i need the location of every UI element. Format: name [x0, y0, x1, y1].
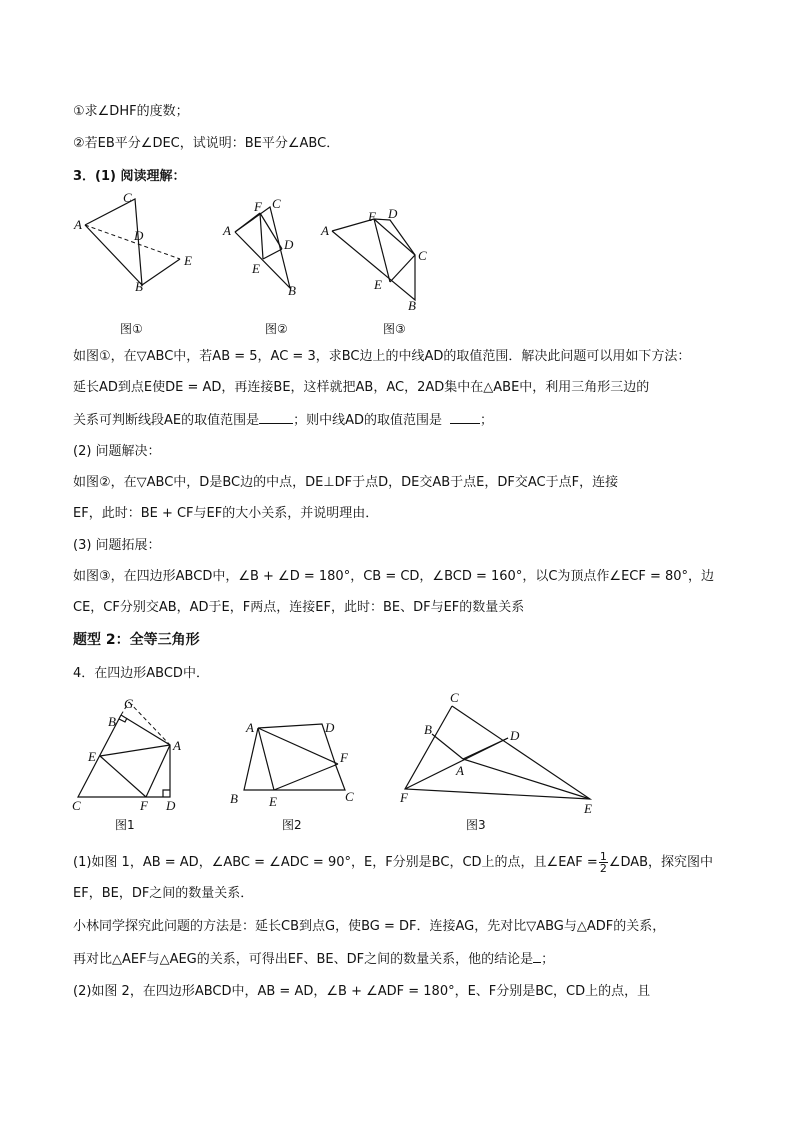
part-1-paragraph-2: 延长AD到点E使DE = AD，再连接BE，这样就把AB，AC，2AD集中在△ABE中，利用三角形三边的 [73, 380, 650, 395]
question-2-part-2: ②若EB平分∠DEC，试说明：BE平分∠ABC． [73, 136, 340, 151]
svg-text:C: C [450, 690, 459, 705]
svg-text:A: A [246, 720, 254, 735]
question-4-heading: 4．在四边形ABCD中． [73, 666, 209, 681]
part-3-heading: (3) 问题拓展： [73, 538, 161, 553]
figure-3-triangle [399, 690, 592, 832]
svg-text:B: B [408, 298, 416, 313]
svg-text:C: C [123, 190, 132, 205]
answer-blank-ad[interactable] [450, 411, 480, 424]
svg-text:F: F [400, 790, 408, 805]
svg-text:C: C [72, 798, 81, 813]
part-1-paragraph-3: 关系可判断线段AE的取值范围是 ；则中线AD的取值范围是 ； [73, 413, 494, 428]
type-2-heading: 题型 2：全等三角形 [73, 632, 200, 648]
svg-text:A: A [223, 223, 231, 238]
figure-2-triangle [222, 196, 296, 336]
answer-blank-conclusion[interactable] [533, 950, 541, 963]
svg-text:D: D [388, 206, 398, 221]
svg-text:B: B [288, 283, 296, 298]
figure-2-caption: 图② [265, 322, 288, 336]
svg-text:E: E [269, 794, 277, 809]
question-3-heading: 3．(1) 阅读理解： [73, 169, 186, 184]
svg-text:E: E [584, 801, 592, 816]
svg-text:E: E [184, 253, 192, 268]
figure-1-quadrilateral [72, 696, 181, 832]
figure-3-caption: 图③ [383, 322, 406, 336]
figure-1-triangle [73, 190, 192, 336]
question-4-part-2-line-1: (2)如图 2，在四边形ABCD中，AB = AD，∠B + ∠ADF = 180°，E、F分别是BC，CD上的点，且 [73, 984, 651, 999]
fraction-one-half: $\frac{1}{2}$ [599, 850, 607, 875]
part-2-paragraph-1: 如图②，在▽ABC中，D是BC边的中点，DE⊥DF于点D，DE交AB于点E，DF交AC于点F，连接 [73, 475, 619, 490]
question-4-part-1-line-1: (1)如图 1，AB = AD，∠ABC = ∠ADC = 90°，E，F分别是BC，CD上的点，且∠EAF = $\frac{1}{2}$ ∠DAB，探究图中 [73, 850, 714, 875]
part-2-heading: (2) 问题解决： [73, 444, 161, 459]
svg-text:D: D [325, 720, 335, 735]
svg-text:D: D [134, 228, 144, 243]
svg-text:C: C [345, 789, 354, 804]
figure-1-caption-bottom: 图1 [115, 818, 135, 832]
part-1-paragraph-1: 如图①，在▽ABC中，若AB = 5，AC = 3，求BC边上的中线AD的取值范围．解决此问题可以用如下方法： [73, 349, 691, 364]
part-3-paragraph-1: 如图③，在四边形ABCD中，∠B + ∠D = 180°，CB = CD，∠BCD = 160°，以C为顶点作∠ECF = 80°，边 [73, 569, 715, 584]
svg-text:C: C [272, 196, 281, 211]
question-4-method-line-2: 再对比△AEF与△AEG的关系，可得出EF、BE、DF之间的数量关系，他的结论是 ； [73, 952, 555, 967]
svg-text:B: B [108, 714, 116, 729]
figures-bottom [60, 690, 780, 840]
figure-3-quadrilateral [320, 206, 427, 336]
svg-text:D: D [510, 728, 520, 743]
question-4-method-line-1: 小林同学探究此问题的方法是：延长CB到点G，使BG = DF．连接AG，先对比▽ABG与△ADF的关系， [73, 919, 666, 934]
svg-text:B: B [135, 279, 143, 294]
question-2-part-1: ①求∠DHF的度数； [73, 104, 189, 119]
svg-text:A: A [173, 738, 181, 753]
answer-blank-ae[interactable] [259, 411, 293, 424]
part-3-paragraph-2: CE，CF分别交AB，AD于E，F两点，连接EF，此时：BE、DF与EF的数量关系 [73, 600, 525, 615]
figure-1-caption: 图① [120, 322, 143, 336]
svg-text:F: F [254, 199, 262, 214]
part-2-paragraph-2: EF，此时：BE + CF与EF的大小关系，并说明理由． [73, 506, 379, 521]
svg-text:E: E [374, 277, 382, 292]
svg-text:E: E [252, 261, 260, 276]
svg-text:D: D [166, 798, 176, 813]
svg-text:B: B [230, 791, 238, 806]
figure-2-quadrilateral [230, 720, 354, 832]
question-4-part-1-line-2: EF，BE，DF之间的数量关系． [73, 886, 254, 901]
svg-text:F: F [340, 750, 348, 765]
svg-text:E: E [88, 749, 96, 764]
svg-text:F: F [368, 209, 376, 224]
svg-text:B: B [424, 722, 432, 737]
svg-text:G: G [124, 696, 134, 711]
svg-text:A: A [321, 223, 329, 238]
svg-text:D: D [284, 237, 294, 252]
figure-3-caption-bottom: 图3 [466, 818, 486, 832]
svg-text:C: C [418, 248, 427, 263]
svg-text:A: A [74, 217, 82, 232]
figure-2-caption-bottom: 图2 [282, 818, 302, 832]
svg-text:A: A [456, 763, 464, 778]
svg-text:F: F [140, 798, 148, 813]
figures-top [60, 185, 780, 345]
